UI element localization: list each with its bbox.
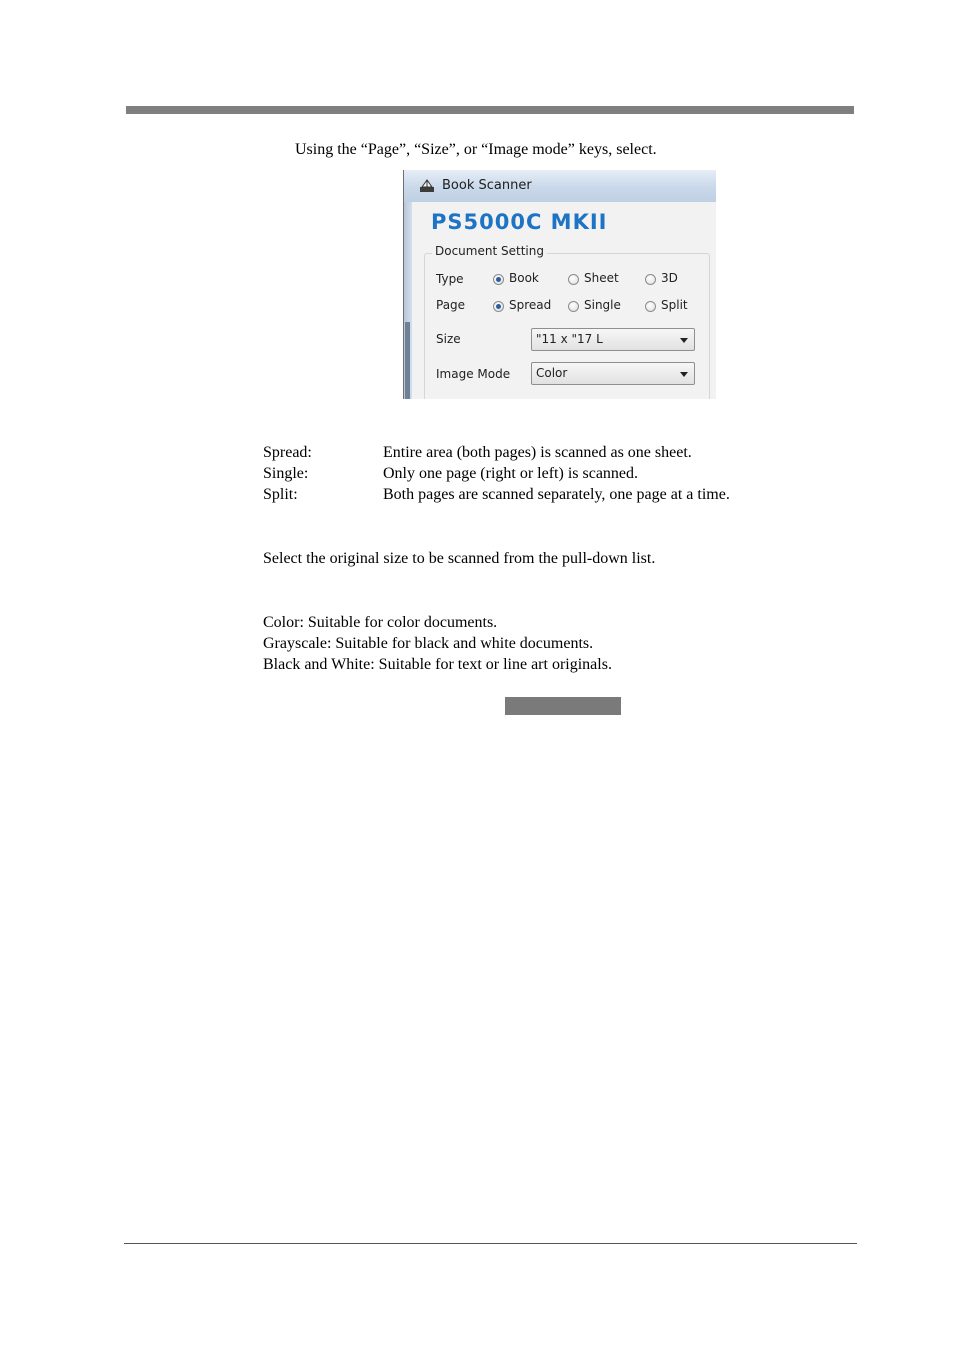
type-3d-radio[interactable]: [645, 274, 656, 285]
scanner-app-icon: [418, 178, 436, 194]
type-sheet-radio[interactable]: [568, 274, 579, 285]
frame-scroll-handle[interactable]: [405, 322, 410, 399]
definition-row: [263, 463, 730, 484]
definition-term: Single:: [263, 465, 309, 482]
definition-term: Split:: [263, 486, 298, 503]
dialog-titlebar: [404, 170, 716, 202]
definition-term: Spread:: [263, 444, 312, 461]
window-frame-left: [404, 202, 412, 399]
document-setting-label: Document Setting: [432, 244, 547, 258]
size-select[interactable]: [531, 328, 695, 351]
header-rule: [126, 106, 854, 114]
definition-row: [263, 442, 730, 463]
type-label: Type: [436, 272, 464, 286]
page-label: Page: [436, 298, 466, 312]
image-mode-select-value: Color: [536, 366, 568, 380]
definition-row: [263, 484, 730, 505]
chevron-down-icon[interactable]: [680, 372, 688, 377]
size-label: Size: [436, 332, 461, 346]
definition-text: Both pages are scanned separately, one page at a time.: [383, 486, 730, 503]
page-spread-radio[interactable]: [493, 301, 504, 312]
chevron-down-icon[interactable]: [680, 338, 688, 343]
image-mode-line: Grayscale: Suitable for black and white documents.: [263, 635, 594, 652]
size-select-value: "11 x "17 L: [536, 332, 603, 346]
footer-rule: [124, 1243, 857, 1244]
type-book-label[interactable]: Book: [509, 271, 539, 285]
page-single-radio[interactable]: [568, 301, 579, 312]
size-description: Select the original size to be scanned from the pull-down list.: [263, 550, 656, 567]
dialog-client-area: [412, 202, 716, 399]
definition-text: Only one page (right or left) is scanned.: [383, 465, 639, 482]
image-mode-select[interactable]: [531, 362, 695, 385]
model-name: PS5000C MKII: [431, 210, 608, 234]
intro-text: Using the “Page”, “Size”, or “Image mode” keys, select.: [295, 141, 657, 158]
page-spread-label[interactable]: Spread: [509, 298, 552, 312]
definition-text: Entire area (both pages) is scanned as one sheet.: [383, 444, 692, 461]
type-sheet-label[interactable]: Sheet: [584, 271, 619, 285]
type-book-radio[interactable]: [493, 274, 504, 285]
image-mode-line: Color: Suitable for color documents.: [263, 614, 498, 631]
image-mode-descriptions: [263, 612, 612, 675]
dialog-title: Book Scanner: [442, 178, 532, 193]
page-single-label[interactable]: Single: [584, 298, 621, 312]
image-mode-line: Black and White: Suitable for text or line art originals.: [263, 656, 612, 673]
page-definitions: [263, 442, 730, 505]
book-scanner-dialog: [403, 170, 716, 399]
image-mode-label: Image Mode: [436, 367, 511, 381]
page-split-label[interactable]: Split: [661, 298, 688, 312]
type-3d-label[interactable]: 3D: [661, 271, 678, 285]
page-split-radio[interactable]: [645, 301, 656, 312]
redacted-bar: [505, 697, 621, 715]
